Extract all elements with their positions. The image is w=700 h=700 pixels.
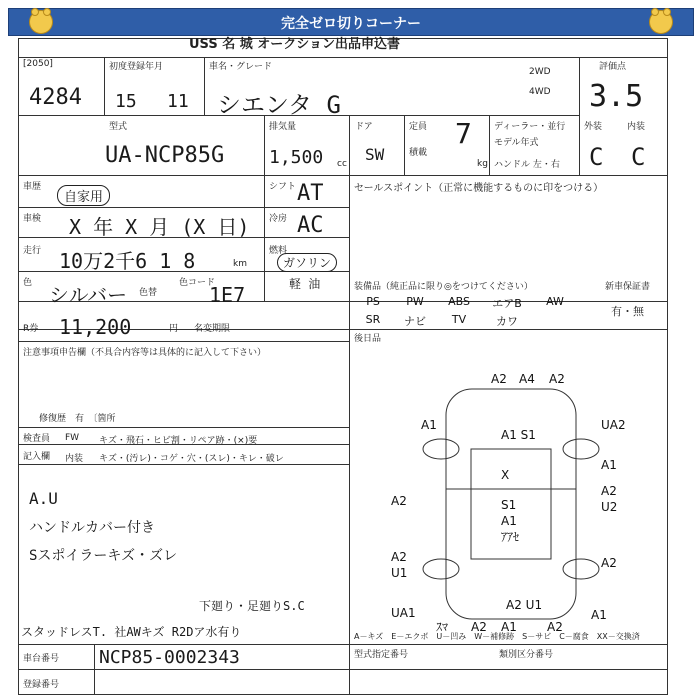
frame-no-label: 車台番号 xyxy=(23,654,60,664)
lot-code: [2050] xyxy=(23,59,53,69)
model-year-label: モデル年式 xyxy=(494,138,539,148)
capacity-value: 7 xyxy=(455,117,472,150)
displacement-label: 排気量 xyxy=(269,122,297,132)
entry-label: 記入欄 xyxy=(23,452,51,462)
wd2-label: 2WD xyxy=(529,67,551,77)
damage-mark: UA2 xyxy=(601,418,626,432)
damage-mark: S1 xyxy=(501,498,517,512)
inspector-fw: FW xyxy=(65,433,80,443)
auction-title: USS 名 城 オークション出品申込書 xyxy=(189,37,401,52)
damage-mark: A1 xyxy=(421,418,437,432)
fuel-label: 燃料 xyxy=(269,246,288,256)
reg-year: 15 xyxy=(115,91,137,112)
yen-label: 円 xyxy=(169,324,179,334)
exterior-grade: C xyxy=(589,143,604,171)
repair-label: 修復歴 有 〔箇所 xyxy=(39,414,116,424)
damage-mark: X xyxy=(501,468,510,482)
notes-label: 注意事項申告欄（不具合内容等は具体的に記入して下さい） xyxy=(23,348,267,358)
equip-sr: SR xyxy=(365,313,381,326)
color-label: 色 xyxy=(23,278,33,288)
reg-no-label: 登録番号 xyxy=(23,680,60,690)
damage-mark: A1 S1 xyxy=(501,428,536,442)
fuel-value: ガソリン xyxy=(277,253,337,272)
damage-mark: A2 xyxy=(391,494,407,508)
damage-mark: A2 xyxy=(471,620,487,634)
reg-month: 11 xyxy=(167,91,189,112)
lot-number: 4284 xyxy=(29,85,82,110)
frame-type-label: 型式指定番号 xyxy=(354,650,409,660)
equip-tv: TV xyxy=(451,313,467,326)
header-banner xyxy=(8,8,694,36)
damage-mark: A4 xyxy=(519,372,535,386)
inspector-label: 検査員 xyxy=(23,434,51,444)
grade-value: 3.5 xyxy=(589,79,644,114)
aircon-value: AC xyxy=(297,213,324,238)
damage-marks xyxy=(391,372,626,634)
grade-label: 評価点 xyxy=(599,62,627,72)
displacement-value: 1,500 xyxy=(269,147,324,168)
km-label: km xyxy=(233,259,247,269)
note-2: ハンドルカバー付き xyxy=(29,520,155,536)
mascot-icon xyxy=(649,10,673,34)
inspection-label: 車検 xyxy=(23,214,42,224)
damage-mark: A1 xyxy=(591,608,607,622)
equip-airbag: エアB xyxy=(492,297,522,310)
damage-mark: A2 xyxy=(391,550,407,564)
model-label: 型式 xyxy=(109,122,128,132)
capacity-label: 定員 xyxy=(409,122,428,132)
damage-mark: U2 xyxy=(601,500,618,514)
first-reg-label: 初度登録年月 xyxy=(109,62,164,72)
owner-change-label: 名変期限 xyxy=(194,324,231,334)
cc-label: cc xyxy=(337,159,347,169)
history-value: 自家用 xyxy=(57,185,110,206)
damage-mark: U1 xyxy=(391,566,408,580)
mileage-value: 10万2千6 1 8 xyxy=(59,249,196,273)
color-no-label: 色替 xyxy=(139,288,158,298)
equip-abs: ABS xyxy=(448,295,470,308)
warranty-value: 有・無 xyxy=(611,305,644,318)
note-3: Sスポイラーキズ・ズレ xyxy=(29,548,178,564)
color-value: シルバー xyxy=(49,283,128,307)
damage-mark: A2 xyxy=(491,372,507,386)
damage-mark: A2 xyxy=(549,372,565,386)
car-name-label: 車名・グレード xyxy=(209,62,273,72)
banner-title: 完全ゼロ切りコーナー xyxy=(281,16,421,32)
recycle-value: 11,200 xyxy=(59,315,132,339)
damage-mark: ｱｱｾ xyxy=(501,530,520,544)
inspector-fw-items: キズ・飛石・ヒビ割・リペア跡・(×)要 xyxy=(99,436,258,446)
sales-point-label: セールスポイント（正常に機能するものに印をつける） xyxy=(354,183,604,194)
damage-mark: A1 xyxy=(501,620,517,634)
wd4-label: 4WD xyxy=(529,87,551,97)
model-code: UA-NCP85G xyxy=(105,143,225,168)
rear-item-label: 後日品 xyxy=(354,334,382,344)
equip-ps: PS xyxy=(366,295,380,308)
equipment-label: 装備品（純正品に限り◎をつけてください） xyxy=(354,282,533,292)
damage-mark: A2 xyxy=(547,620,563,634)
dealer-label: ディーラー・並行 xyxy=(494,122,566,132)
loading-label: 積載 xyxy=(409,148,428,158)
damage-mark: A2 xyxy=(601,556,617,570)
interior-label: 内装 xyxy=(627,122,646,132)
aircon-label: 冷房 xyxy=(269,214,288,224)
car-condition-diagram xyxy=(351,369,667,639)
fuel-diesel: 軽 油 xyxy=(289,277,321,291)
damage-mark: UA1 xyxy=(391,606,416,620)
recycle-label: R券 xyxy=(23,324,39,334)
mileage-label: 走行 xyxy=(23,246,42,256)
shift-value: AT xyxy=(297,181,324,206)
damage-mark: A2 U1 xyxy=(506,598,543,612)
note-4: スタッドレスT. 社AWキズ R2Dア水有り xyxy=(21,625,242,639)
auction-sheet xyxy=(18,38,668,695)
handle-label: ハンドル 左・右 xyxy=(494,160,560,170)
damage-mark: A1 xyxy=(601,458,617,472)
frame-number: NCP85-0002343 xyxy=(99,647,240,668)
exterior-label: 外装 xyxy=(584,122,603,132)
color-code-label: 色コード xyxy=(179,278,216,288)
damage-mark: A2 xyxy=(601,484,617,498)
car-name: シエンタ G xyxy=(217,91,341,119)
history-label: 車歴 xyxy=(23,182,42,192)
equip-navi: ナビ xyxy=(404,315,426,328)
inspector-interior-items: キズ・(汚レ)・コゲ・穴・(スレ)・キレ・破レ xyxy=(99,454,284,464)
inspector-interior: 内装 xyxy=(65,454,84,464)
equip-pw: PW xyxy=(406,295,424,308)
note-5: 下廻り・足廻りS.C xyxy=(199,599,305,613)
legend: A－キズ E－エクボ U－凹み W－補修跡 S－サビ C－腐食 XX－交換済 xyxy=(354,632,640,641)
door-label: ドア xyxy=(355,122,373,132)
warranty-label: 新車保証書 xyxy=(605,282,651,292)
shift-label: シフト xyxy=(269,182,297,192)
inspection-value: X 年 X 月 (X 日) xyxy=(69,215,250,239)
damage-mark: A1 xyxy=(501,514,517,528)
kg-label: kg xyxy=(477,159,488,169)
door-type: SW xyxy=(365,145,385,164)
note-1: A.U xyxy=(29,489,58,508)
interior-grade: C xyxy=(631,143,646,171)
damage-mark: ｽﾏ xyxy=(436,620,449,634)
equip-aw: AW xyxy=(546,295,564,308)
equip-leather: カワ xyxy=(496,315,518,328)
class-label: 類別区分番号 xyxy=(499,650,554,660)
color-code-value: 1E7 xyxy=(209,283,246,307)
